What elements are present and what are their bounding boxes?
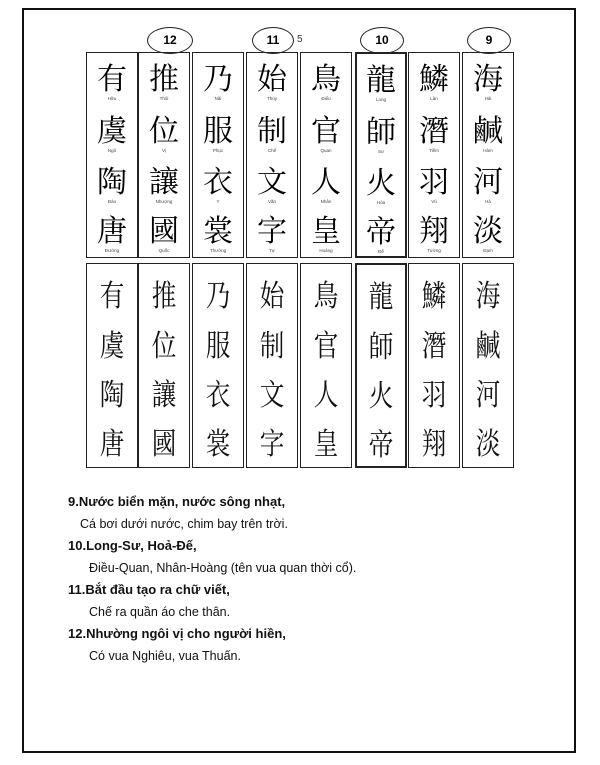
hanzi-character: 服 — [203, 114, 233, 149]
seal-script-character: 衣 — [205, 378, 231, 413]
hanzi-character: 讓 — [149, 165, 179, 200]
hanzi-character: 乃 — [203, 62, 233, 97]
seal-script-character: 乃 — [205, 279, 231, 314]
character-strip-1 — [86, 52, 138, 258]
seal-script-character: 推 — [151, 279, 177, 314]
sino-vietnamese-reading: Hữu — [107, 96, 117, 101]
sino-vietnamese-reading: Sư — [377, 149, 384, 154]
hanzi-character: 淡 — [473, 214, 503, 249]
seal-script-character: 裳 — [205, 427, 231, 462]
seal-script-character: 火 — [368, 379, 394, 414]
seal-script-character: 位 — [151, 329, 177, 364]
hanzi-character: 鹹 — [473, 114, 503, 149]
seal-script-character: 鳥 — [313, 279, 339, 314]
verse-10-line: Điều-Quan, Nhân-Hoàng (tên vua quan thời cổ). — [89, 561, 357, 575]
sino-vietnamese-reading: Y — [216, 199, 220, 204]
sino-vietnamese-reading: Hải — [484, 96, 492, 101]
seal-script-character: 龍 — [368, 280, 394, 315]
hanzi-character: 裳 — [203, 214, 233, 249]
hanzi-character: 皇 — [311, 214, 341, 249]
seal-script-character: 帝 — [368, 428, 394, 463]
seal-script-character: 翔 — [421, 427, 447, 462]
character-strip-5 — [300, 52, 352, 258]
seal-script-character: 唐 — [99, 427, 125, 462]
seal-script-character: 文 — [259, 378, 285, 413]
stanza-badge-11: 11 — [252, 27, 294, 54]
hanzi-character: 鳥 — [311, 62, 341, 97]
seal-script-strip-6 — [355, 263, 407, 468]
hanzi-character: 始 — [257, 62, 287, 97]
seal-script-character: 潛 — [421, 329, 447, 364]
seal-script-character: 人 — [313, 378, 339, 413]
hanzi-character: 帝 — [366, 215, 396, 250]
sino-vietnamese-reading: Hàm — [483, 148, 493, 153]
seal-script-strip-5 — [300, 263, 352, 468]
sino-vietnamese-reading: Tường — [427, 248, 441, 253]
sino-vietnamese-reading: Nãi — [214, 96, 222, 101]
hanzi-character: 羽 — [419, 165, 449, 200]
seal-script-character: 字 — [259, 427, 285, 462]
hanzi-character: 推 — [149, 62, 179, 97]
character-strip-2 — [138, 52, 190, 258]
verse-11-title: 11.Bắt đầu tạo ra chữ viết, — [68, 582, 230, 597]
verse-9-title: 9.Nước biển mặn, nước sông nhạt, — [68, 494, 286, 509]
seal-script-strip-8 — [462, 263, 514, 468]
seal-script-strip-3 — [192, 263, 244, 468]
sino-vietnamese-reading: Quan — [320, 148, 332, 153]
seal-script-character: 有 — [99, 279, 125, 314]
sino-vietnamese-reading: Hỏa — [376, 200, 386, 205]
seal-script-character: 始 — [259, 279, 285, 314]
verse-11-line: Chế ra quần áo che thân. — [89, 605, 231, 619]
stanza-badge-10: 10 — [360, 27, 404, 54]
seal-script-character: 海 — [475, 279, 501, 314]
stanza-badge-9: 9 — [467, 27, 511, 54]
seal-script-character: 皇 — [313, 427, 339, 462]
seal-script-character: 鱗 — [421, 279, 447, 314]
hanzi-character: 唐 — [97, 214, 127, 249]
seal-script-character: 官 — [313, 329, 339, 364]
seal-script-strip-4 — [246, 263, 298, 468]
hanzi-character: 陶 — [97, 165, 127, 200]
sino-vietnamese-reading: Đào — [107, 199, 117, 204]
hanzi-character: 海 — [473, 62, 503, 97]
hanzi-character: 有 — [97, 62, 127, 97]
sino-vietnamese-reading: Vị — [161, 148, 166, 153]
sino-vietnamese-reading: Thủy — [266, 96, 277, 101]
hanzi-character: 國 — [149, 214, 179, 249]
character-strip-6 — [355, 52, 407, 258]
character-strip-8 — [462, 52, 514, 258]
hanzi-character: 師 — [366, 115, 396, 150]
character-strip-3 — [192, 52, 244, 258]
hanzi-character: 文 — [257, 165, 287, 200]
seal-script-character: 制 — [259, 329, 285, 364]
hanzi-character: 制 — [257, 114, 287, 149]
sino-vietnamese-reading: Tự — [269, 248, 275, 253]
stanza-badge-12: 12 — [147, 27, 193, 54]
seal-script-character: 服 — [205, 329, 231, 364]
sino-vietnamese-reading: Quốc — [158, 248, 170, 253]
sino-vietnamese-reading: Long — [375, 97, 386, 102]
sino-vietnamese-reading: Ngô — [107, 148, 117, 153]
sino-vietnamese-reading: Đạm — [483, 248, 493, 253]
seal-script-character: 陶 — [99, 378, 125, 413]
seal-script-strip-1 — [86, 263, 138, 468]
hanzi-character: 位 — [149, 114, 179, 149]
sino-vietnamese-reading: Văn — [267, 199, 276, 204]
hanzi-character: 官 — [311, 114, 341, 149]
hanzi-character: 虞 — [97, 114, 127, 149]
hanzi-character: 河 — [473, 165, 503, 200]
seal-script-character: 虞 — [99, 329, 125, 364]
seal-script-character: 師 — [368, 330, 394, 365]
seal-script-strip-2 — [138, 263, 190, 468]
seal-script-character: 鹹 — [475, 329, 501, 364]
verse-9-line: Cá bơi dưới nước, chim bay trên trời. — [80, 517, 288, 531]
character-strip-7 — [408, 52, 460, 258]
sino-vietnamese-reading: Vũ — [431, 199, 437, 204]
sino-vietnamese-reading: Chế — [267, 148, 277, 153]
hanzi-character: 潛 — [419, 114, 449, 149]
seal-script-character: 羽 — [421, 378, 447, 413]
hanzi-character: 鱗 — [419, 62, 449, 97]
hanzi-character: 翔 — [419, 214, 449, 249]
sino-vietnamese-reading: Phục — [212, 148, 224, 153]
seal-script-character: 讓 — [151, 378, 177, 413]
sino-vietnamese-reading: Nhân — [320, 199, 332, 204]
sino-vietnamese-reading: Đường — [104, 248, 120, 253]
seal-script-character: 淡 — [475, 427, 501, 462]
sino-vietnamese-reading: Đế — [378, 249, 384, 254]
character-strip-4 — [246, 52, 298, 258]
hanzi-character: 人 — [311, 165, 341, 200]
sino-vietnamese-reading: Thường — [209, 248, 227, 253]
seal-script-strip-7 — [408, 263, 460, 468]
verse-12-title: 12.Nhường ngôi vị cho người hiền, — [68, 626, 286, 641]
sino-vietnamese-reading: Lân — [430, 96, 438, 101]
sino-vietnamese-reading: Nhượng — [155, 199, 173, 204]
page-number: 5 — [297, 34, 303, 45]
seal-script-character: 國 — [151, 427, 177, 462]
sino-vietnamese-reading: Hoàng — [319, 248, 333, 253]
sino-vietnamese-reading: Tiềm — [429, 148, 439, 153]
hanzi-character: 龍 — [366, 63, 396, 98]
hanzi-character: 衣 — [203, 165, 233, 200]
hanzi-character: 字 — [257, 214, 287, 249]
seal-script-character: 河 — [475, 378, 501, 413]
sino-vietnamese-reading: Điểu — [321, 96, 331, 101]
hanzi-character: 火 — [366, 166, 396, 201]
sino-vietnamese-reading: Thôi — [159, 96, 169, 101]
verse-10-title: 10.Long-Sư, Hoả-Đế, — [68, 538, 197, 553]
sino-vietnamese-reading: Hà — [485, 199, 491, 204]
verse-12-line: Có vua Nghiêu, vua Thuấn. — [89, 649, 241, 663]
